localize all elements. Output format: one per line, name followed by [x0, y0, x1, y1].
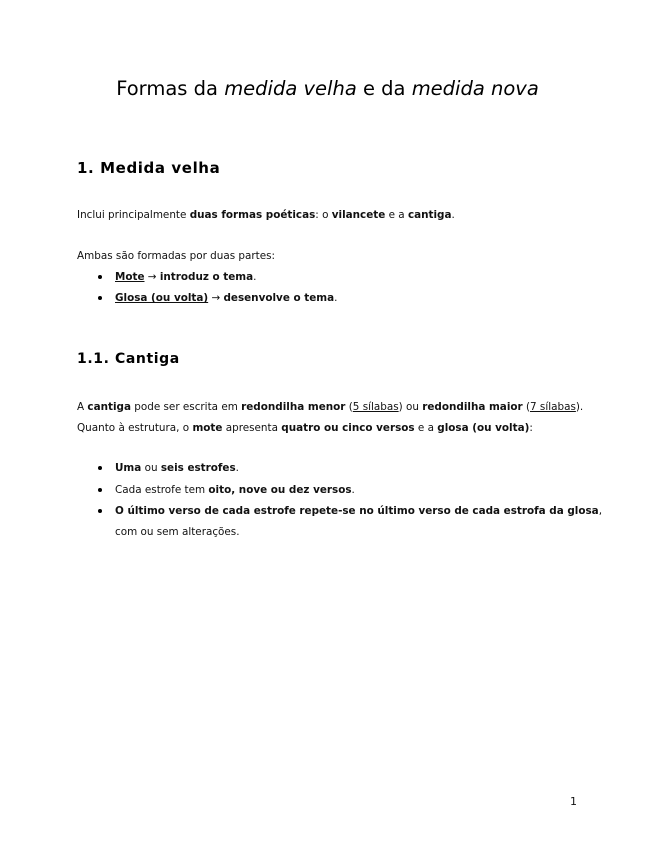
list-item-glosa: Glosa (ou volta) → desenvolve o tema.	[115, 292, 338, 304]
bullet-dot	[98, 466, 102, 470]
section-heading-medida-velha: 1. Medida velha	[77, 159, 221, 177]
bullet-dot	[98, 509, 102, 513]
bullet-dot	[98, 275, 102, 279]
cantiga-paragraph-line-2: Quanto à estrutura, o mote apresenta quatro ou cinco versos e a glosa (ou volta):	[77, 422, 533, 434]
bullet-dot	[98, 296, 102, 300]
list-item-versos: Cada estrofe tem oito, nove ou dez versos.	[115, 484, 355, 496]
bullet-dot	[98, 488, 102, 492]
parts-intro: Ambas são formadas por duas partes:	[77, 250, 276, 262]
cantiga-paragraph-line-1: A cantiga pode ser escrita em redondilha menor (5 sílabas) ou redondilha maior (7 sílabas).	[77, 401, 584, 413]
list-item-mote: Mote → introduz o tema.	[115, 271, 257, 283]
intro-paragraph: Inclui principalmente duas formas poéticas: o vilancete e a cantiga.	[77, 209, 455, 221]
list-item-estrofes: Uma ou seis estrofes.	[115, 462, 239, 474]
page-number: 1	[570, 795, 577, 808]
document-title: Formas da medida velha e da medida nova	[116, 77, 539, 100]
list-item-ultimo-verso: O último verso de cada estrofe repete-se no último verso de cada estrofa da glosa,	[115, 505, 602, 517]
section-heading-cantiga: 1.1. Cantiga	[77, 351, 180, 367]
list-item-ultimo-verso-continuation: com ou sem alterações.	[115, 526, 240, 538]
